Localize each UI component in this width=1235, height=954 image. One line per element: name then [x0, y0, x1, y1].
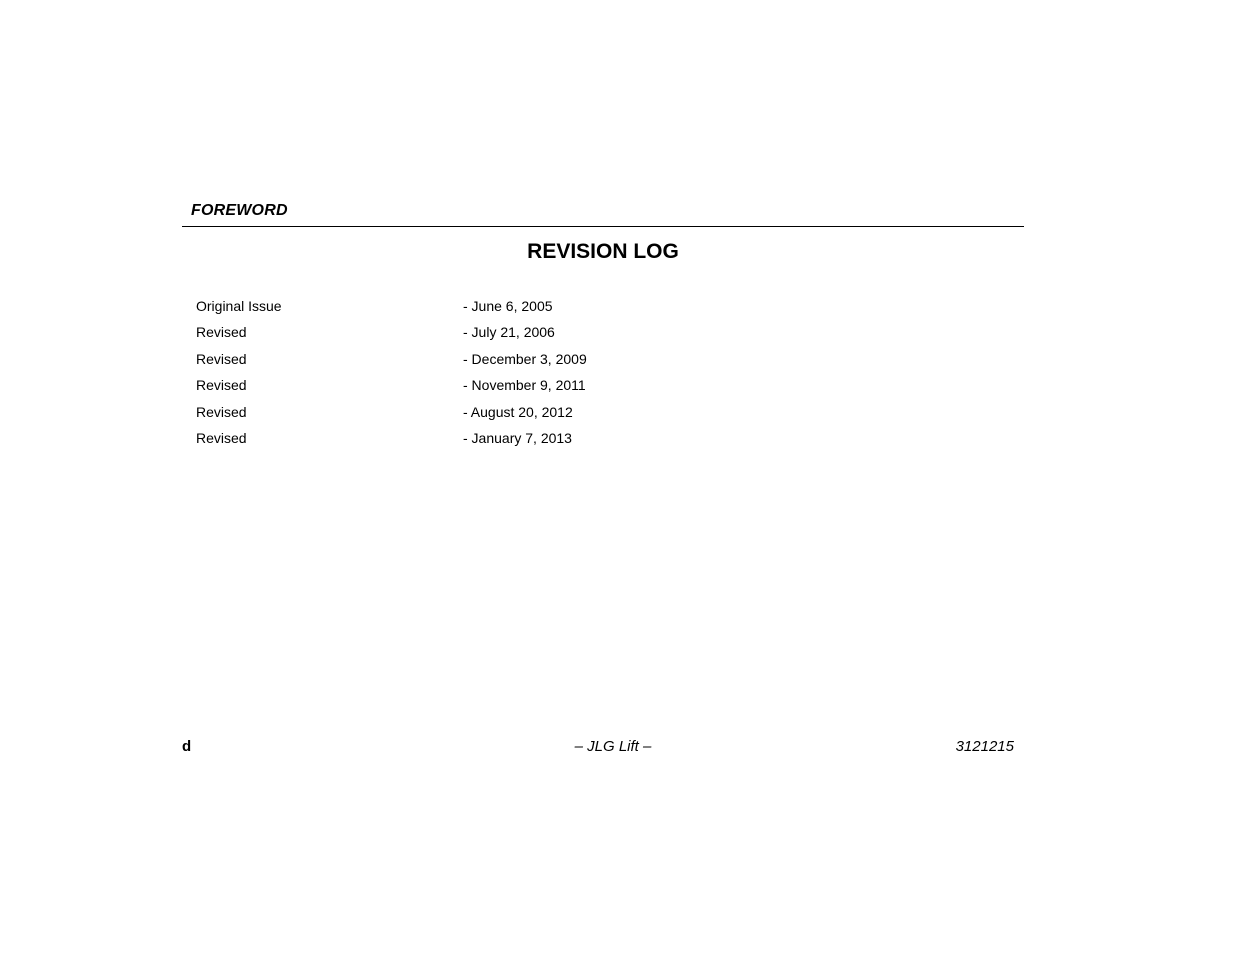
revision-label: Revised: [196, 429, 247, 446]
revision-row: [196, 322, 796, 348]
revision-label: Revised: [196, 324, 247, 341]
footer-page-letter: d: [182, 738, 192, 755]
revision-label: Original Issue: [196, 298, 282, 314]
header-divider: [182, 226, 1024, 227]
revision-row: [196, 349, 796, 375]
revision-row: [196, 402, 796, 428]
revision-date: - August 20, 2012: [463, 403, 573, 420]
revision-row: [196, 428, 796, 454]
revision-date: - November 9, 2011: [463, 377, 586, 394]
revision-date: - January 7, 2013: [463, 429, 572, 446]
revision-date: - July 21, 2006: [463, 324, 555, 341]
revision-label: Revised: [196, 403, 247, 420]
page-title: REVISION LOG: [527, 240, 679, 263]
revision-row: [196, 296, 796, 322]
footer-company: – JLG Lift –: [574, 738, 652, 755]
section-header-title: FOREWORD: [191, 202, 288, 219]
revision-date: - June 6, 2005: [463, 298, 553, 314]
revision-date: - December 3, 2009: [463, 350, 587, 367]
footer-doc-number: 3121215: [955, 738, 1014, 755]
revision-label: Revised: [196, 350, 247, 367]
revision-row: [196, 375, 796, 401]
revision-label: Revised: [196, 377, 247, 394]
revision-log-table: [196, 296, 796, 454]
